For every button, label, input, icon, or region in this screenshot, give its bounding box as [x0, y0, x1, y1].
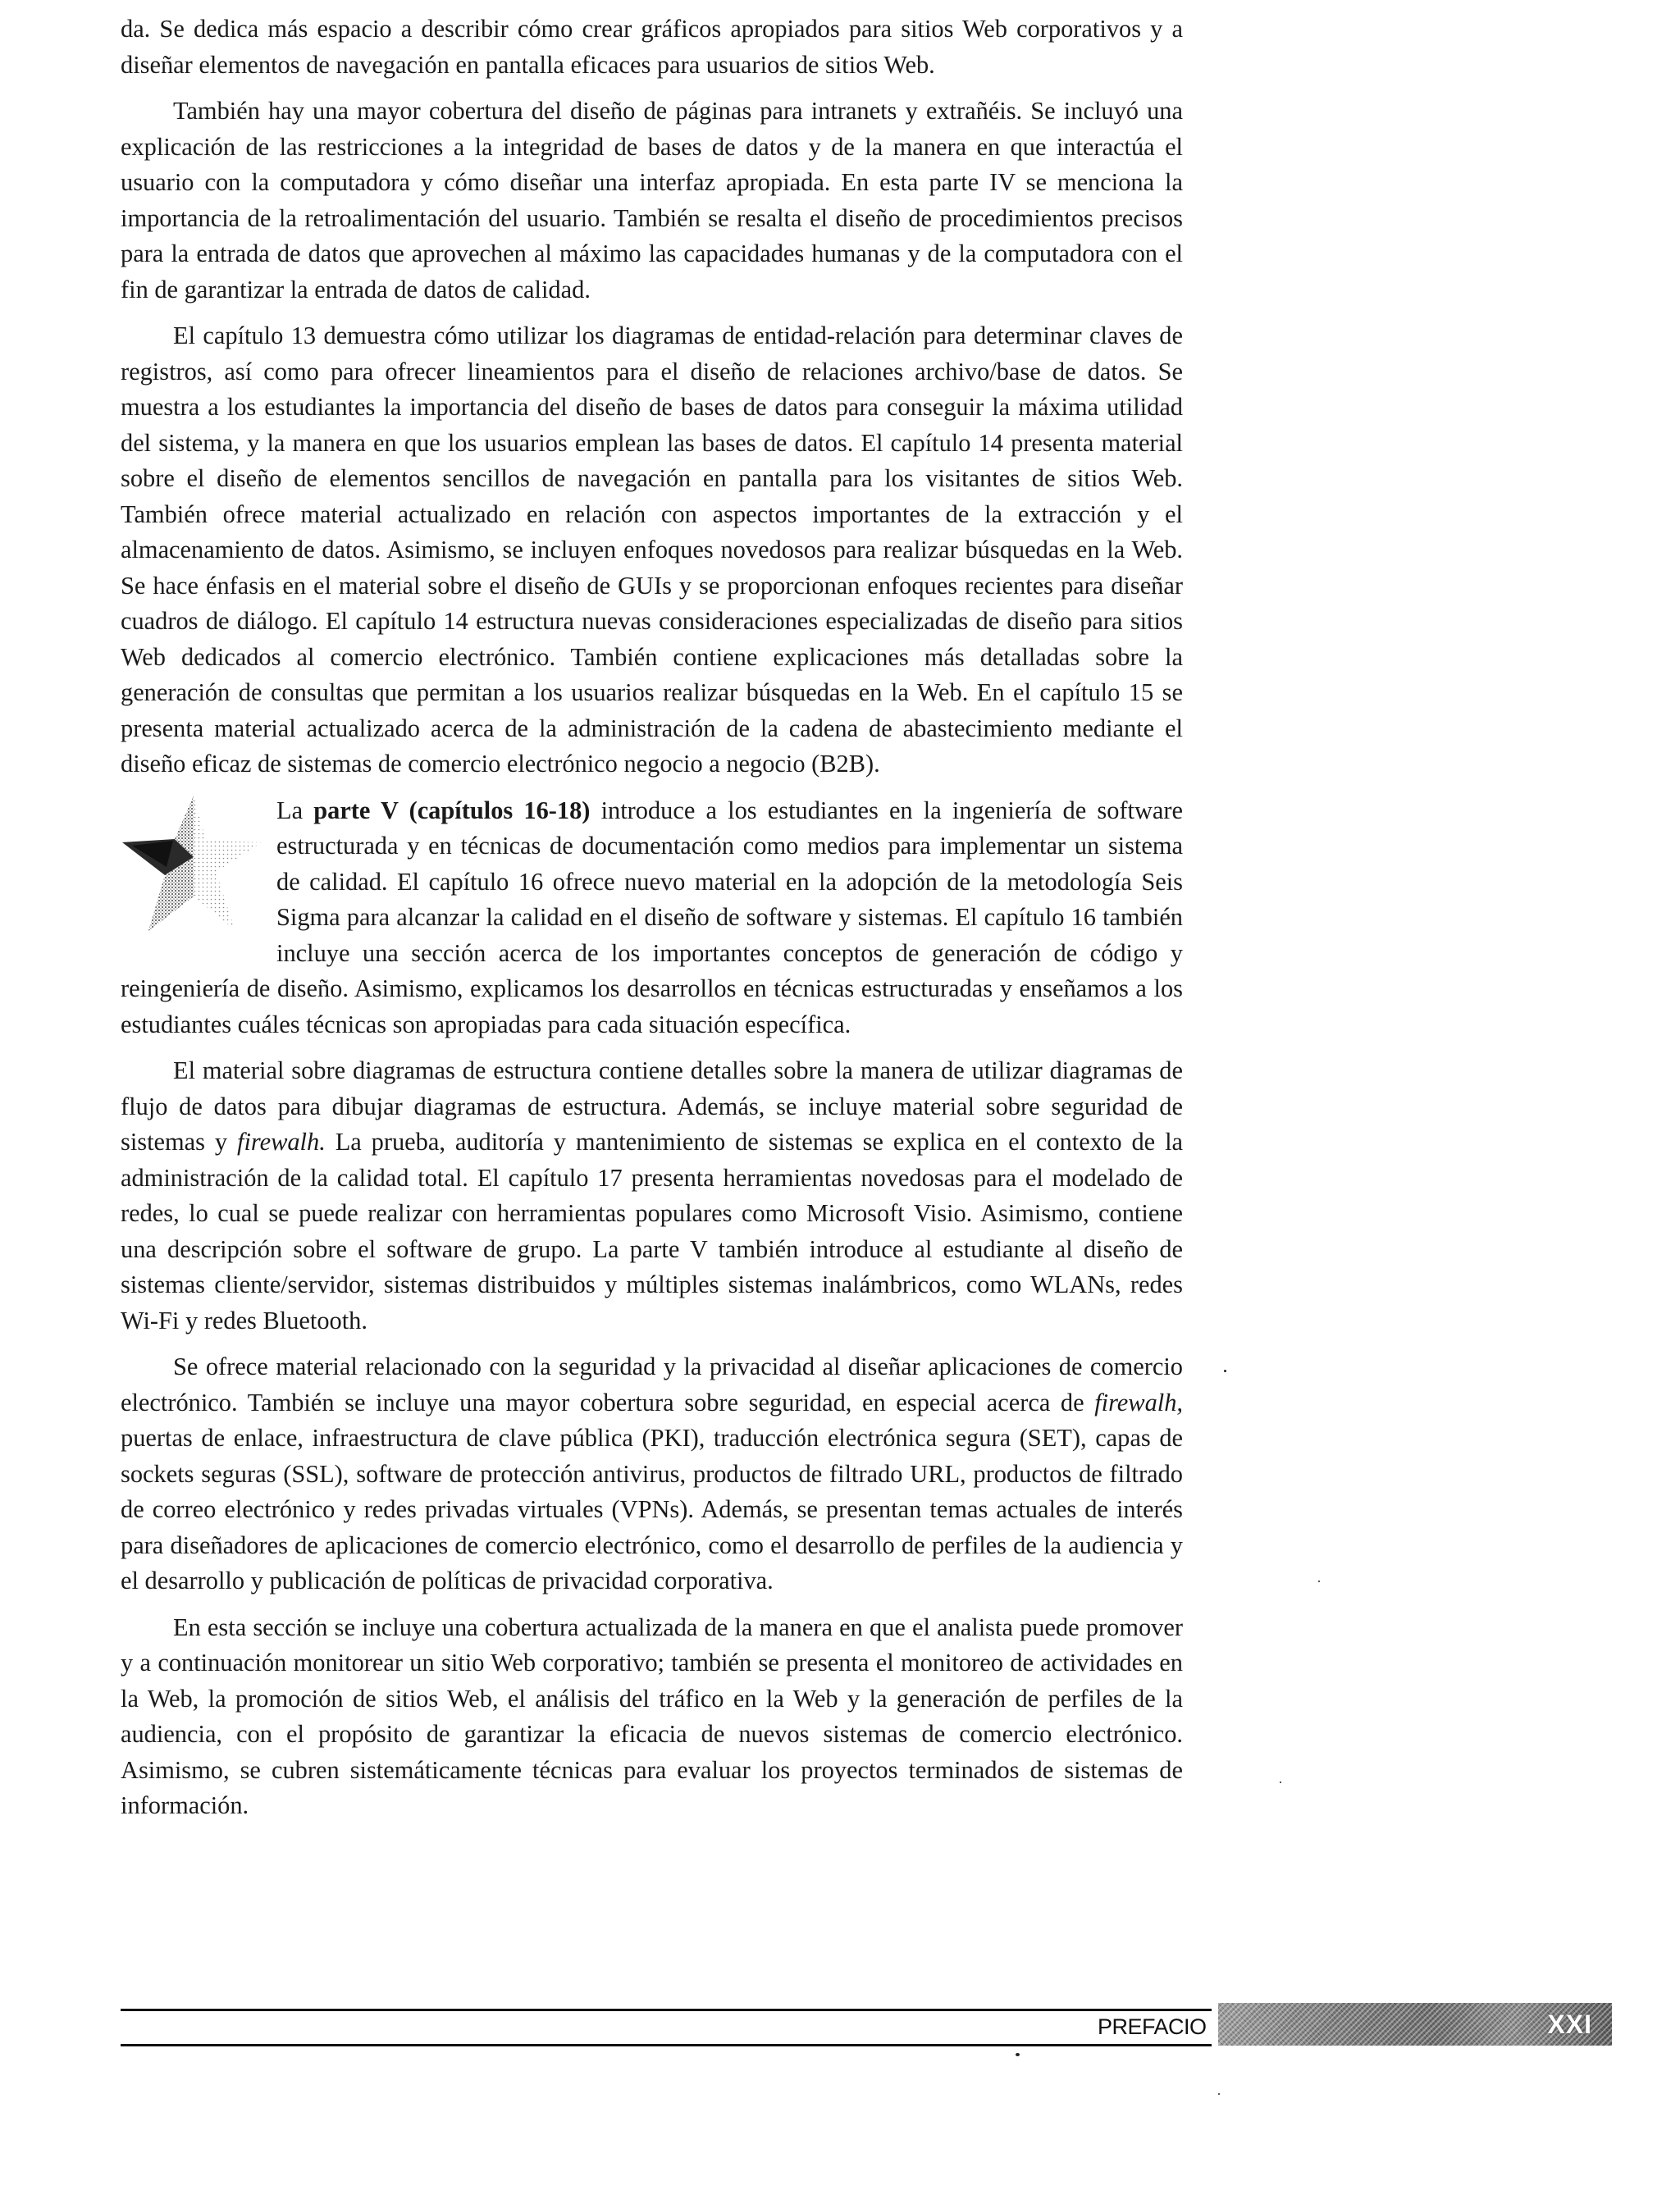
paragraph-7: En esta sección se incluye una cobertura actualizada de la manera en que el analista puede promover y a continuación monitorear un sitio Web corporativo; también se presenta el monitoreo de actividades en la Web, la promoción de sitios Web, el análisis del tráfico en la Web y la generación de perfiles de la audiencia, con el propósito de garantizar la eficacia de nuevos sistemas de comercio electrónico. Asimismo, se cubren sistemáticamente técnicas para evaluar los proyectos terminados de sistemas de información.: [121, 1613, 1183, 1819]
scan-speck: [1224, 1370, 1226, 1372]
scan-speck: [1218, 2093, 1220, 2095]
paragraph-5-part-a: El material sobre diagramas de estructura contiene detalles sobre la manera de utilizar diagramas de flujo de datos para dibujar diagramas de estructura. Además, se incluye material sobre seguridad de sistemas y: [121, 1056, 1183, 1156]
paragraph-6-italic: firewalh,: [1094, 1388, 1183, 1416]
paragraph-4-lead: La: [276, 796, 314, 824]
paragraph-4-rest: introduce a los estudiantes en la ingeniería de software estructurada y en técnicas de documentación como medios para implementar un sistema de calidad. El capítulo 16 ofrece nuevo material en la adopción de la metodología Seis Sigma para alcanzar la calidad en el diseño de software y sistemas. El capítulo 16 también incluye una sección acerca de los importantes conceptos de generación de código y reingeniería de diseño. Asimismo, explicamos los desarrollos en técnicas estructuradas y enseñamos a los estudiantes cuáles técnicas son apropiadas para cada situación específica.: [121, 796, 1184, 1038]
scan-speck: [1016, 2053, 1020, 2056]
footer-page-band: [1218, 2003, 1612, 2046]
body-text: [121, 11, 1183, 1835]
paragraph-1: da. Se dedica más espacio a describir cómo crear gráficos apropiados para sitios Web corporativos y a diseñar elementos de navegación en pantalla eficaces para usuarios de sitios Web.: [121, 15, 1183, 79]
scan-speck: [1318, 1581, 1320, 1582]
paragraph-5-part-b: La prueba, auditoría y mantenimiento de sistemas se explica en el contexto de la administración de la calidad total. El capítulo 17 presenta herramientas novedosas para el modelado de redes, lo cual se puede realizar con herramientas populares como Microsoft Visio. Asimismo, contiene una descripción sobre el software de grupo. La parte V también introduce al estudiante al diseño de sistemas cliente/servidor, sistemas distribuidos y múltiples sistemas inalámbricos, como WLANs, redes Wi-Fi y redes Bluetooth.: [121, 1128, 1184, 1334]
star-ornament-icon: [116, 792, 263, 939]
paragraph-4: [121, 793, 1183, 1043]
page-number: XXI: [1547, 2010, 1592, 2039]
paragraph-6-part-b: puertas de enlace, infraestructura de clave pública (PKI), traducción electrónica segura (SET), capas de sockets seguras (SSL), software de protección antivirus, productos de filtrado URL, productos de filtrado de correo electrónico y redes privadas virtuales (VPNs). Además, se presentan temas actuales de interés para diseñadores de aplicaciones de comercio electrónico, como el desarrollo de perfiles de la audiencia y el desarrollo y publicación de políticas de privacidad corporativa.: [121, 1424, 1183, 1594]
paragraph-6-part-a: Se ofrece material relacionado con la seguridad y la privacidad al diseñar aplicaciones de comercio electrónico. También se incluye una mayor cobertura sobre seguridad, en especial acerca de: [121, 1353, 1183, 1416]
paragraph-3: El capítulo 13 demuestra cómo utilizar los diagramas de entidad-relación para determinar claves de registros, así como para ofrecer lineamientos para el diseño de relaciones archivo/base de datos. Se muestra a los estudiantes la importancia del diseño de bases de datos para conseguir la máxima utilidad del sistema, y la manera en que los usuarios emplean las bases de datos. El capítulo 14 presenta material sobre el diseño de elementos sencillos de navegación en pantalla para los visitantes de sitios Web. También ofrece material actualizado en relación con aspectos importantes de la extracción y el almacenamiento de datos. Asimismo, se incluyen enfoques novedosos para realizar búsquedas en la Web. Se hace énfasis en el material sobre el diseño de GUIs y se proporcionan enfoques recientes para diseñar cuadros de diálogo. El capítulo 14 estructura nuevas consideraciones especializadas de diseño para sitios Web dedicados al comercio electrónico. También contiene explicaciones más detalladas sobre la generación de consultas que permitan a los usuarios realizar búsquedas en la Web. En el capítulo 15 se presenta material actualizado acerca de la administración de la cadena de abastecimiento mediante el diseño eficaz de sistemas de comercio electrónico negocio a negocio (B2B).: [121, 322, 1183, 778]
footer-section-label: PREFACIO: [1098, 2014, 1207, 2039]
scan-speck: [1280, 1781, 1281, 1783]
footer-rule-top: [121, 2009, 1212, 2011]
paragraph-6: [121, 1349, 1183, 1599]
paragraph-4-bold: parte V (capítulos 16-18): [313, 796, 591, 824]
paragraph-5: [121, 1053, 1183, 1339]
footer-rule-bottom: [121, 2044, 1212, 2046]
paragraph-2: También hay una mayor cobertura del diseño de páginas para intranets y extrañéis. Se incluyó una explicación de las restricciones a la integridad de bases de datos y de la manera en que interactúa el usuario con la computadora y cómo diseñar una interfaz apropiada. En esta parte IV se menciona la importancia de la retroalimentación del usuario. También se resalta el diseño de procedimientos precisos para la entrada de datos que aprovechen al máximo las capacidades humanas y de la computadora con el fin de garantizar la entrada de datos de calidad.: [121, 97, 1183, 303]
paragraph-5-italic: firewalh.: [237, 1128, 326, 1156]
